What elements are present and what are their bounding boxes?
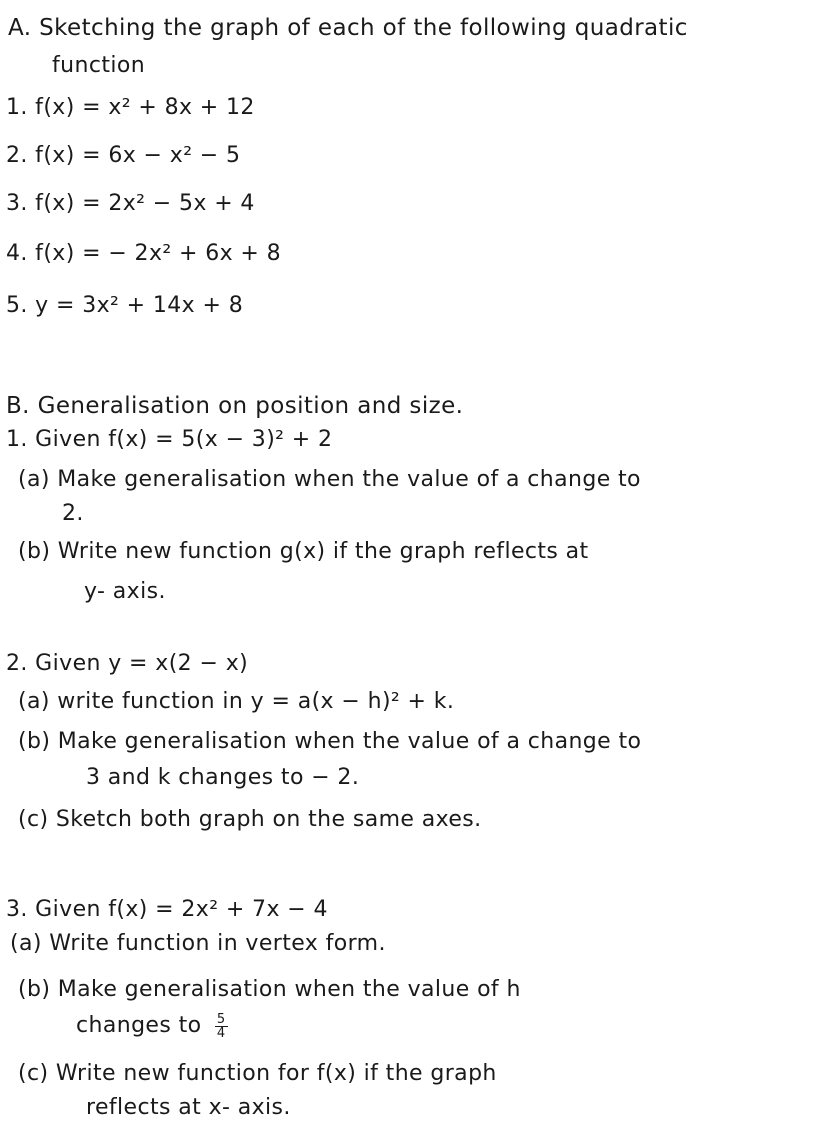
section-b-title: B. Generalisation on position and size. — [6, 393, 464, 419]
q1-stem: 1. Given f(x) = 5(x − 3)² + 2 — [6, 427, 333, 452]
q2-part-b-continued: 3 and k changes to − 2. — [86, 765, 360, 790]
section-a-item-4: 4. f(x) = − 2x² + 6x + 8 — [6, 241, 282, 266]
q3-part-b-text: changes to — [76, 1013, 202, 1038]
section-a-item-2: 2. f(x) = 6x − x² − 5 — [6, 143, 241, 168]
q3-part-a: (a) Write function in vertex form. — [10, 931, 386, 956]
q1-part-a: (a) Make generalisation when the value of a change to — [18, 467, 641, 492]
q1-part-b: (b) Write new function g(x) if the graph reflects at — [18, 539, 589, 564]
section-a-item-1: 1. f(x) = x² + 8x + 12 — [6, 95, 255, 120]
q3-part-c-continued: reflects at x- axis. — [86, 1095, 291, 1120]
section-a-item-5: 5. y = 3x² + 14x + 8 — [6, 293, 244, 318]
q2-part-b: (b) Make generalisation when the value of a change to — [18, 729, 642, 754]
fraction — [215, 1013, 228, 1040]
fraction-numerator: 5 — [216, 1011, 226, 1027]
q2-part-c: (c) Sketch both graph on the same axes. — [18, 807, 482, 832]
q2-stem: 2. Given y = x(2 − x) — [6, 651, 249, 676]
q3-stem: 3. Given f(x) = 2x² + 7x − 4 — [6, 897, 328, 922]
fraction-denominator: 4 — [216, 1025, 226, 1041]
q3-part-c: (c) Write new function for f(x) if the graph — [18, 1061, 497, 1086]
section-a-title-continued: function — [52, 53, 146, 78]
q1-part-a-continued: 2. — [62, 501, 84, 526]
q3-part-b-continued — [76, 1012, 228, 1040]
section-a-title: A. Sketching the graph of each of the following quadratic — [8, 15, 688, 41]
section-a-item-3: 3. f(x) = 2x² − 5x + 4 — [6, 191, 255, 216]
q3-part-b: (b) Make generalisation when the value of h — [18, 977, 521, 1002]
q2-part-a: (a) write function in y = a(x − h)² + k. — [18, 689, 455, 714]
q1-part-b-continued: y- axis. — [84, 579, 166, 604]
